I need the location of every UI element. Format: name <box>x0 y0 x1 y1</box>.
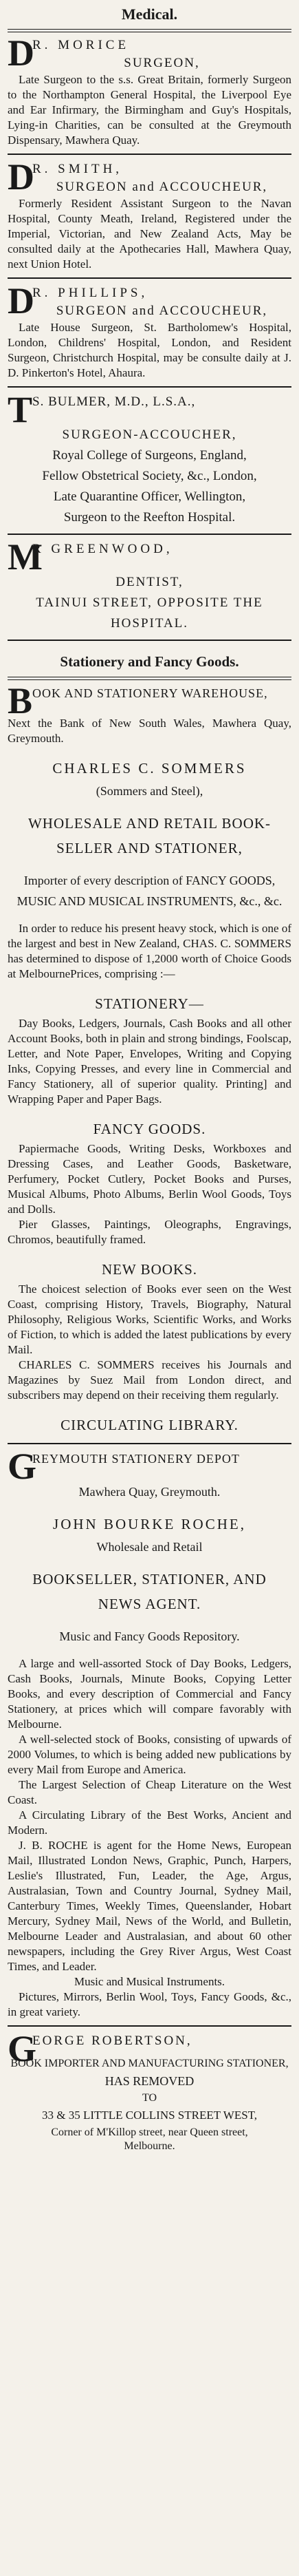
ad-body: Late Surgeon to the s.s. Great Britain, formerly Surgeon to the Northampton General Hospital, the Liverpool Eye and Ear Infirmary, the Birmingham and Guy's Hospitals, Lying-in Charities, can be consulted at the Greymouth Dispensary, Mawhera Quay. <box>8 73 291 147</box>
spacer <box>8 861 291 870</box>
spacer <box>8 801 291 811</box>
ad-importer: Importer of every description of FANCY GOODS, <box>23 874 276 887</box>
ad-body: A well-selected stock of Books, consisting of upwards of 2000 Volumes, to which is being added new publications by every Mail from Europe and America. <box>8 1733 291 1776</box>
spacer <box>8 1247 291 1257</box>
spacer <box>8 982 291 991</box>
spacer <box>8 1616 291 1626</box>
ad-body: A Circulating Library of the Best Works, Ancient and Modern. <box>8 1808 291 1837</box>
ad-body: In order to reduce his present heavy stock, which is one of the largest and best in New Zealand, CHAS. C. SOMMERS has determined to dispose of 1,2000 worth of Choice Goods at MelbournePrices, comprising :— <box>8 922 291 980</box>
ad-name: R. PHILLIPS, <box>32 286 148 300</box>
spacer <box>8 746 291 756</box>
ad-name: R GREENWOOD, <box>32 542 173 556</box>
ad-intro: OOK AND STATIONERY WAREHOUSE, <box>32 686 268 700</box>
ad-line: TAINUI STREET, OPPOSITE THE <box>36 595 263 610</box>
ad-proprietor-note: (Sommers and Steel), <box>96 784 203 798</box>
ad-body: Music and Musical Instruments. <box>74 1975 225 1988</box>
ad-title: SURGEON and ACCOUCHEUR, <box>56 180 268 194</box>
ad-body: Day Books, Ledgers, Journals, Cash Books and all other Account Books, both in plain and strong bindings, Foolscap, Letter, and Note Paper, Envelopes, Writing and Copying Inks, Copying Presses, and every line in Commercial and Fancy Stationery, all of superior quality. Printing] and Wrapping Paper and Paper Bags. <box>8 1017 291 1106</box>
ad-line: TO <box>142 2092 157 2104</box>
ad-header <box>8 280 291 321</box>
ad-line: Late Quarantine Officer, Wellington, <box>53 489 246 504</box>
ad-dr-bulmer <box>8 389 291 528</box>
spacer <box>8 1502 291 1512</box>
ad-subheading: CIRCULATING LIBRARY. <box>60 1417 239 1433</box>
divider <box>8 277 291 279</box>
ad-line: Melbourne. <box>124 2140 175 2152</box>
ad-body: Pictures, Mirrors, Berlin Wool, Toys, Fancy Goods, &c., in great variety. <box>8 1990 291 2018</box>
ad-body: Papiermache Goods, Writing Desks, Workboxes and Dressing Cases, and Leather Goods, Basketware, Perfumery, Pocket Cutlery, Pocket Books and Purses, Musical Albums, Photo Albums, Berlin Wool Goods, Toys and Dolls. <box>8 1142 291 1216</box>
ad-title: SURGEON, <box>124 56 200 70</box>
ad-line: BOOK IMPORTER AND MANUFACTURING STATIONER, <box>10 2058 289 2069</box>
drop-cap: D <box>8 32 34 74</box>
ad-dr-smith <box>8 156 291 272</box>
ad-body: Pier Glasses, Paintings, Oleographs, Engravings, Chromos, beautifully framed. <box>8 1218 291 1246</box>
section-heading-stationery: Stationery and Fancy Goods. <box>60 653 239 670</box>
ad-trade: WHOLESALE AND RETAIL BOOK- <box>27 815 272 832</box>
ad-header <box>8 680 291 721</box>
ad-body: CHARLES C. SOMMERS receives his Journals and Magazines by Suez Mail from London direct, and subscribers may depend on their receiving them regularly. <box>8 1358 291 1402</box>
ad-header <box>8 1446 291 1487</box>
ad-proprietor: CHARLES C. SOMMERS <box>52 760 247 777</box>
ad-mr-greenwood <box>8 536 291 634</box>
section-heading-medical: Medical. <box>121 6 178 23</box>
spacer <box>8 1557 291 1567</box>
divider <box>8 1443 291 1444</box>
divider <box>8 640 291 641</box>
drop-cap: T <box>8 389 33 430</box>
spacer <box>8 911 291 921</box>
ad-subheading: FANCY GOODS. <box>93 1121 206 1137</box>
drop-cap: G <box>8 1446 37 1487</box>
divider <box>8 677 291 680</box>
ad-address: Next the Bank of New South Wales, Mawhera Quay, Greymouth. <box>8 717 291 745</box>
ad-robertson <box>8 2028 291 2153</box>
ad-line: 33 & 35 LITTLE COLLINS STREET WEST, <box>41 2109 258 2122</box>
ad-address: Mawhera Quay, Greymouth. <box>78 1485 221 1499</box>
ad-trade: Wholesale and Retail <box>96 1540 203 1554</box>
ad-sommers <box>8 680 291 1437</box>
ad-repository: Music and Fancy Goods Repository. <box>59 1629 240 1643</box>
ad-header <box>8 32 291 74</box>
ad-header <box>8 536 291 578</box>
spacer <box>8 1403 291 1413</box>
divider <box>8 534 291 535</box>
ad-name: S. BULMER, M.D., L.S.A., <box>32 394 196 409</box>
ad-body: The choicest selection of Books ever seen on the West Coast, comprising History, Travels, Biography, Natural Philosophy, Religious Works, Scientific Works, and Works of Fiction, to which is added the latest publications by every Mail. <box>8 1282 291 1356</box>
ad-line: Fellow Obstetrical Society, &c., London, <box>42 469 257 483</box>
ad-line: HOSPITAL. <box>110 616 189 631</box>
ad-name: EORGE ROBERTSON, <box>32 2034 192 2048</box>
ad-body: A large and well-assorted Stock of Day Books, Ledgers, Cash Books, Journals, Minute Books, Copying Letter Books, and every description of Commercial and Fancy Stationery, at prices which will compare favorably with Melbourne. <box>8 1657 291 1731</box>
drop-cap: G <box>8 2028 37 2069</box>
ad-line: DENTIST, <box>115 575 184 589</box>
ad-trade: SELLER AND STATIONER, <box>56 840 243 856</box>
ad-subheading: NEW BOOKS. <box>101 1261 198 1278</box>
drop-cap: D <box>8 280 34 321</box>
ad-line: SURGEON-ACCOUCHER, <box>62 427 237 442</box>
ad-music: MUSIC AND MUSICAL INSTRUMENTS, &c., &c. <box>16 894 283 908</box>
divider <box>8 29 291 32</box>
ad-header <box>8 156 291 198</box>
divider <box>8 386 291 388</box>
newspaper-column <box>8 0 291 2153</box>
drop-cap: B <box>8 680 33 721</box>
ad-proprietor: JOHN BOURKE ROCHE, <box>53 1516 246 1532</box>
ad-body: J. B. ROCHE is agent for the Home News, European Mail, Illustrated London News, Graphic, Punch, Harpers, Leslie's Illustrated, Fun, Leader, the Age, Argus, Australasian, Town and Country Journal, Sydney Mail, Canterbury Times, Weekly Times, Queenslander, Hobart Mercury, Sydney Mail, News of the World, and Bulletin, Melbourne Leader and Australasian, and about 60 other newspapers, including the Grey River Argus, West Coast Times, and Leader. <box>8 1839 291 1973</box>
ad-dr-phillips <box>8 280 291 381</box>
ad-subheading: STATIONERY— <box>95 995 204 1012</box>
ad-header <box>8 389 291 430</box>
ad-line: Corner of M'Killop street, near Queen street, <box>51 2126 248 2138</box>
ad-body: Formerly Resident Assistant Surgeon to the Navan Hospital, County Meath, Ireland, Registered under the Imperial, Victorian, and New Zealand Acts, May be consulted daily at the Apothecaries Hall, Mawhera Quay, next Union Hotel. <box>8 197 291 271</box>
ad-line: HAS REMOVED <box>104 2074 195 2088</box>
ad-name: R. MORICE <box>32 38 130 52</box>
ad-trade: BOOKSELLER, STATIONER, AND <box>32 1571 267 1587</box>
ad-line: Royal College of Surgeons, England, <box>52 448 247 463</box>
ad-body: Late House Surgeon, St. Bartholomew's Hospital, London, Childrens' Hospital, London, and Resident Surgeon, Christchurch Hospital, may be consulte daily at J. D. Pinkerton's Hotel, Ahaura. <box>8 321 291 379</box>
spacer <box>8 1107 291 1117</box>
ad-roche <box>8 1446 291 2020</box>
drop-cap: D <box>8 156 34 198</box>
ad-title: SURGEON and ACCOUCHEUR, <box>56 304 268 318</box>
divider <box>8 154 291 155</box>
ad-dr-morice <box>8 32 291 148</box>
drop-cap: M <box>8 536 43 578</box>
ad-intro: REYMOUTH STATIONERY DEPOT <box>32 1452 240 1466</box>
ad-body: The Largest Selection of Cheap Literature on the West Coast. <box>8 1778 291 1806</box>
ad-line: Surgeon to the Reefton Hospital. <box>63 510 236 525</box>
ad-trade: NEWS AGENT. <box>98 1596 201 1612</box>
divider <box>8 2025 291 2027</box>
spacer <box>8 1647 291 1656</box>
ad-name: R. SMITH, <box>32 162 123 176</box>
